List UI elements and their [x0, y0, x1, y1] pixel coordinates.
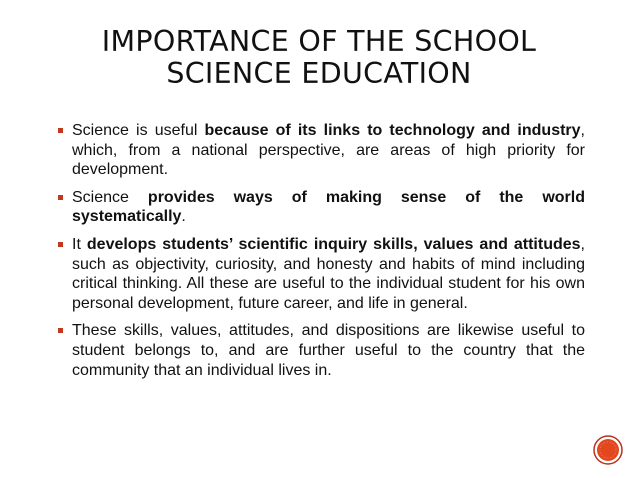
bullet-text: It — [72, 235, 87, 253]
bullet-text: , which, from a national perspective, are areas of high priority for development. — [72, 122, 585, 179]
slide-title-line-2: SCIENCE EDUCATION — [166, 57, 472, 90]
bullet-list — [58, 121, 585, 388]
bullet-text: , such as objectivity, curiosity, and honesty and habits of mind including critical thinking. All these are useful to the individual student for his own personal development, future career, and life in general. — [72, 235, 585, 312]
bullet-item — [58, 321, 585, 380]
slide-title — [0, 26, 638, 90]
bullet-text-bold: develops students’ scientific inquiry skills, values and attitudes — [86, 235, 581, 253]
bullet-text-bold: provides ways of making sense of the world systematically — [72, 188, 585, 226]
bullet-text: . — [181, 208, 186, 226]
bullet-text: These skills, values, attitudes, and dispositions are likewise useful to student belongs to, and are further useful to the country that the community that an individual lives in. — [72, 322, 585, 379]
square-bullet-icon — [58, 328, 63, 333]
bullet-text: Science — [72, 188, 148, 206]
page-number-circle-icon — [593, 435, 623, 465]
square-bullet-icon — [58, 128, 63, 133]
square-bullet-icon — [58, 195, 63, 200]
slide-title-line-1: IMPORTANCE OF THE SCHOOL — [101, 25, 537, 58]
bullet-text-bold: because of its links to technology and industry — [204, 122, 581, 139]
bullet-item — [58, 235, 585, 313]
bullet-item — [58, 121, 585, 180]
square-bullet-icon — [58, 242, 63, 247]
bullet-item — [58, 188, 585, 227]
bullet-text: Science is useful — [72, 122, 205, 139]
